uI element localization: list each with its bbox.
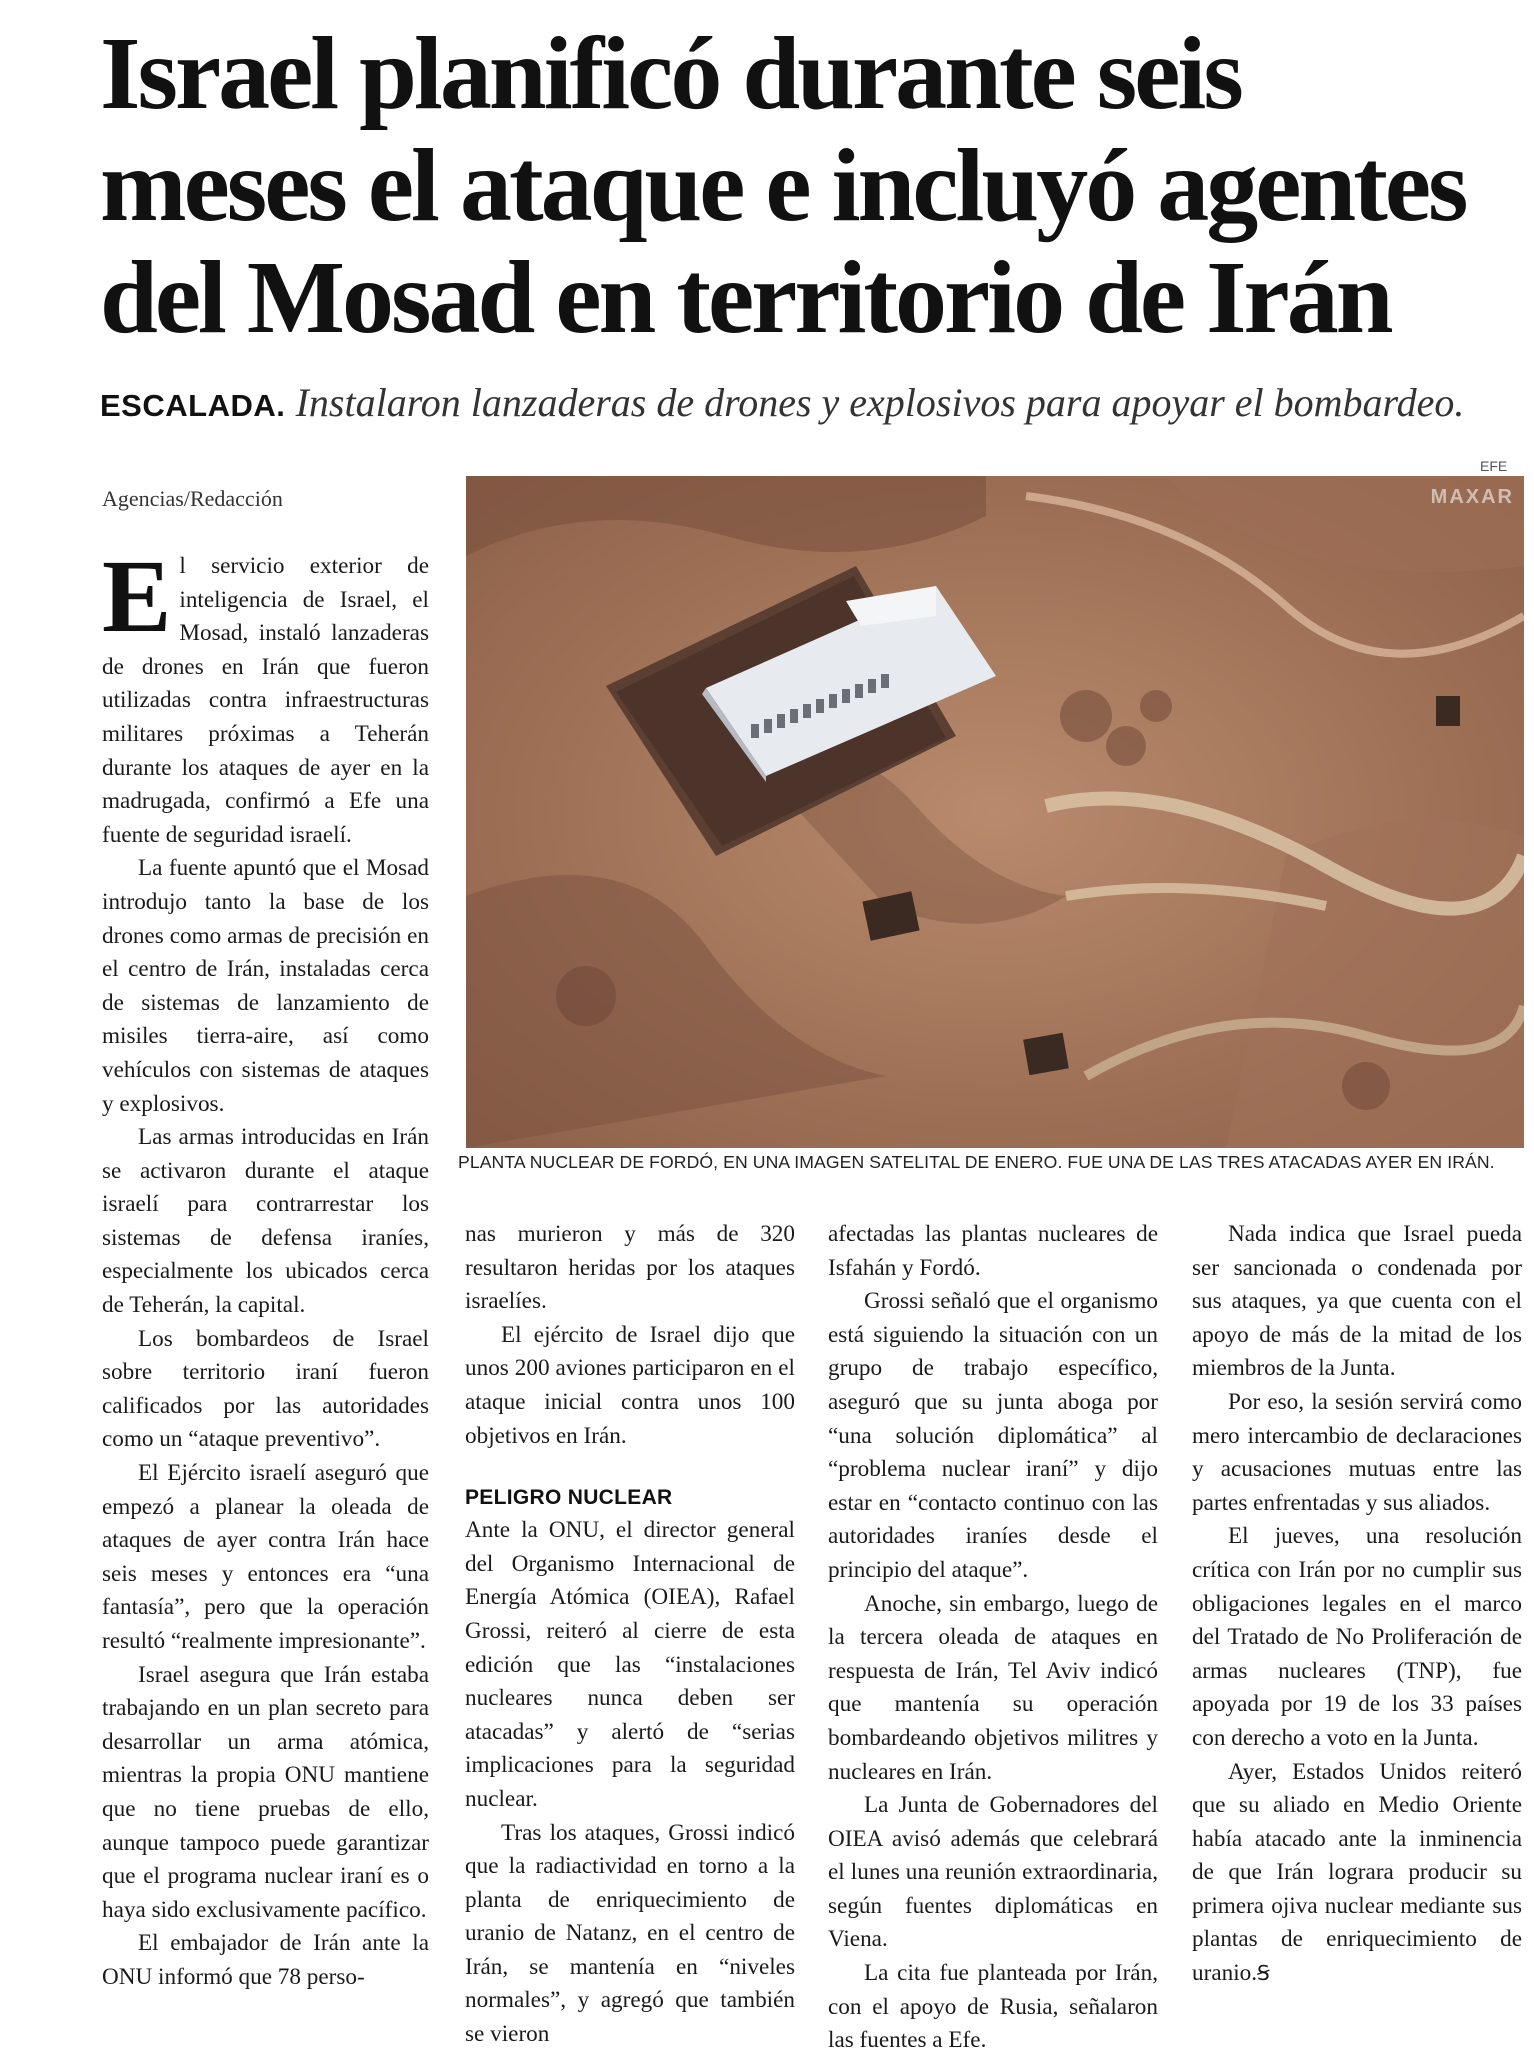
subhead-dek: Instalaron lanzaderas de drones y explosivos para apoyar el bombardeo. <box>295 380 1465 425</box>
satellite-photo <box>466 476 1524 1148</box>
section-heading: PELIGRO NUCLEAR <box>465 1486 673 1510</box>
article-column-1 <box>102 539 429 1995</box>
paragraph: l servicio exterior de inteligencia de Israel, el Mosad, instaló lanzaderas de drones en Irán que fueron utilizadas contra infraestructuras militares próximas a Teherán durante los ataques de ayer en la madrugada, confirmó a Efe una fuente de seguridad israelí. <box>102 553 429 848</box>
headline <box>100 18 1520 354</box>
end-mark-icon: Ꞩ <box>1257 1961 1270 1986</box>
drop-cap: E <box>102 539 172 654</box>
paragraph: Grossi señaló que el organismo está siguiendo la situación con un grupo de trabajo específico, aseguró que su junta aboga por “una solución diplomática” al “problema nuclear iraní” y dijo estar en “contacto continuo con las autoridades iraníes desde el principio del ataque”. <box>828 1288 1158 1583</box>
paragraph: El embajador de Irán ante la ONU informó que 78 perso- <box>102 1930 429 1990</box>
paragraph: Israel asegura que Irán estaba trabajando en un plan secreto para desarrollar un arma atómica, mientras la propia ONU mantiene que no tiene pruebas de ello, aunque tampoco puede garantizar que el programa nuclear iraní es o haya sido exclusivamente pacífico. <box>102 1661 429 1923</box>
paragraph: Anoche, sin embargo, luego de la tercera oleada de ataques en respuesta de Irán, Tel Aviv indicó que mantenía su operación bombardeando objetivos militres y nucleares en Irán. <box>828 1590 1158 1785</box>
headline-line: Israel planificó durante seis <box>100 16 1241 131</box>
paragraph: afectadas las plantas nucleares de Isfahán y Fordó. <box>828 1221 1158 1281</box>
photo-caption: PLANTA NUCLEAR DE FORDÓ, EN UNA IMAGEN SATELITAL DE ENERO. FUE UNA DE LAS TRES ATACADAS AYER EN IRÁN. <box>458 1152 1495 1172</box>
headline-line: del Mosad en territorio de Irán <box>100 240 1391 355</box>
article-column-3 <box>828 1218 1158 2058</box>
headline-line: meses el ataque e incluyó agentes <box>100 128 1466 243</box>
paragraph <box>1192 1756 1522 1991</box>
satellite-image <box>466 476 1524 1148</box>
paragraph: La cita fue planteada por Irán, con el apoyo de Rusia, señalaron las fuentes a Efe. <box>828 1960 1158 2054</box>
paragraph: Ante la ONU, el director general del Organismo Internacional de Energía Atómica (OIEA), Rafael Grossi, reiteró al cierre de esta edición que las “instalaciones nucleares nunca deben ser atacadas” y alertó de “serias implicaciones para la seguridad nuclear. <box>465 1517 795 1812</box>
paragraph: Tras los ataques, Grossi indicó que la radiactividad en torno a la planta de enriquecimiento de uranio de Natanz, en el centro de Irán, se mantenía en “niveles normales”, y agregó que también se vieron <box>465 1819 795 2048</box>
paragraph: La fuente apuntó que el Mosad introdujo tanto la base de los drones como armas de precisión en el centro de Irán, instaladas cerca de sistemas de lanzamiento de misiles tierra-aire, así como vehículos con sistemas de ataques y explosivos. <box>102 855 429 1117</box>
photo-watermark: MAXAR <box>1430 486 1514 508</box>
paragraph: La Junta de Gobernadores del OIEA avisó además que celebrará el lunes una reunión extraordinaria, según fuentes diplomáticas en Viena. <box>828 1792 1158 1953</box>
paragraph: nas murieron y más de 320 resultaron heridas por los ataques israelíes. <box>465 1221 795 1315</box>
paragraph: Nada indica que Israel pueda ser sancionada o condenada por sus ataques, ya que cuenta con el apoyo de más de la mitad de los miembros de la Junta. <box>1192 1221 1522 1382</box>
paragraph: El Ejército israelí aseguró que empezó a planear la oleada de ataques de ayer contra Irán hace seis meses y entonces era “una fantasía”, pero que la operación resultó “realmente impresionante”. <box>102 1460 429 1654</box>
paragraph: Por eso, la sesión servirá como mero intercambio de declaraciones y acusaciones mutuas entre las partes enfrentadas y sus aliados. <box>1192 1388 1522 1516</box>
photo-credit: EFE <box>1480 458 1508 474</box>
subhead-kicker: ESCALADA. <box>100 388 286 423</box>
subheadline <box>100 376 1520 432</box>
paragraph: El jueves, una resolución crítica con Irán por no cumplir sus obligaciones legales en el marco del Tratado de No Proliferación de armas nucleares (TNP), fue apoyada por 19 de los 33 países con derecho a voto en la Junta. <box>1192 1523 1522 1751</box>
paragraph: El ejército de Israel dijo que unos 200 aviones participaron en el ataque inicial contra unos 100 objetivos en Irán. <box>465 1321 795 1449</box>
paragraph-text: Ayer, Estados Unidos reiteró que su aliado en Medio Oriente había atacado ante la inminencia de que Irán lograra producir su primera ojiva nuclear mediante sus plantas de enriquecimiento de uranio. <box>1192 1758 1522 1987</box>
paragraph: Las armas introducidas en Irán se activaron durante el ataque israelí para contrarrestar los sistemas de defensa iraníes, especialmente los ubicados cerca de Teherán, la capital. <box>102 1124 429 1319</box>
article-column-4 <box>1192 1218 1522 1991</box>
byline: Agencias/Redacción <box>102 486 283 511</box>
paragraph: Los bombardeos de Israel sobre territorio iraní fueron calificados por las autoridades como un “ataque preventivo”. <box>102 1325 429 1453</box>
article-column-2 <box>465 1218 795 2052</box>
